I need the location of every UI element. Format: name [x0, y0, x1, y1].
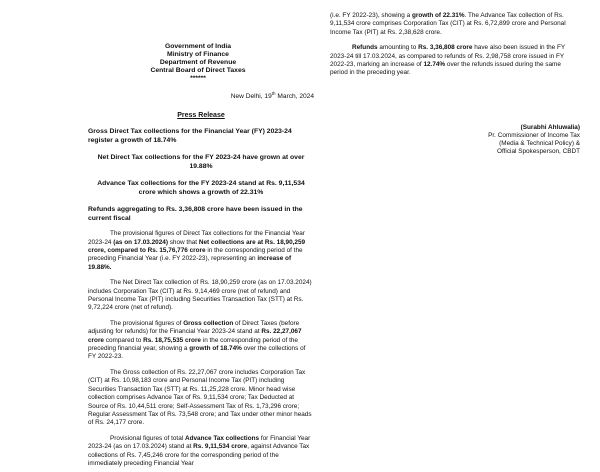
release-date — [88, 91, 314, 100]
text: in the corresponding period of the preceding financial year, showing a — [88, 336, 298, 353]
headline-3: Advance Tax collections for the FY 2023-24 stand at Rs. 9,11,534 crore which shows a growth of 22.31% — [97, 180, 305, 197]
text-bold: Rs. 9,11,534 crore — [193, 443, 248, 451]
right-column — [330, 12, 580, 156]
text-bold: Refunds — [352, 44, 378, 52]
headline-1: Gross Direct Tax collections for the Financial Year (FY) 2023-24 register a growth of 18.74% — [88, 128, 292, 145]
text: show that — [167, 238, 199, 246]
text: for Financial Year 2023-24 (as on 17.03.2024) stand at — [88, 434, 311, 451]
text: over the collections of FY 2022-23. — [88, 345, 306, 361]
text-bold: Rs. 18,75,535 crore — [143, 336, 201, 344]
left-column — [88, 43, 314, 468]
letterhead-line: Government of India — [164, 43, 232, 50]
text: in the corresponding period of the preceding Financial Year (i.e. FY 2022-23), representing an — [88, 247, 303, 263]
document-title: Press Release — [177, 112, 225, 120]
paragraph-gross-breakup: The Gross collection of Rs. 22,27,067 crore includes Corporation Tax (CIT) at Rs. 10,98,183 crore and Personal Income Tax (PIT) including Securities Transaction Tax (STT) at Rs. 11,25,228 crore. Minor head wise collection comprises Advance Tax of Rs. 9,11,534 crore; Tax Deducted at Source of Rs. 10,44,511 crore; Self-Assessment Tax of Rs. 1,73,296 crore; Regular Assessment Tax of Rs. 73,548 crore; and Tax under other minor heads of Rs. 24,177 crore. — [88, 368, 312, 427]
text-bold: growth of 22.31% — [411, 12, 465, 19]
paragraph-net-collections — [88, 230, 314, 272]
paragraph-gross-collections — [88, 320, 314, 362]
text-bold: 12.74% — [423, 61, 446, 69]
text-bold: Advance Tax collections — [184, 434, 260, 442]
text: compared to — [104, 336, 144, 344]
text-bold: Gross collection — [183, 319, 234, 327]
text: have also been issued in the FY 2023-24 till 17.03.2024, as compared to refunds of Rs. 2,98,758 crore issued in FY 2022-23, marking an increase of — [330, 44, 566, 69]
text-bold: Rs. 3,36,808 crore — [418, 44, 473, 52]
text: Provisional figures of total — [110, 434, 185, 442]
text: , against Advance Tax collections of Rs. 7,45,246 crore for the corresponding period of the immediately preceding Financial Year — [88, 443, 310, 467]
paragraph-refunds — [330, 44, 580, 78]
text-bold: Rs. 22,27,067 crore — [88, 328, 302, 344]
text: over the refunds issued during the same period in the preceding year. — [330, 61, 561, 77]
letterhead-line: Ministry of Finance — [167, 51, 229, 58]
paragraph-advance-tax-cont — [330, 12, 580, 37]
signatory-title: Official Spokesperson, CBDT — [497, 147, 580, 155]
signature-block — [330, 124, 580, 156]
paragraph-net-breakup: The Net Direct Tax collection of Rs. 18,90,259 crore (as on 17.03.2024) includes Corporation Tax (CIT) at Rs. 9,14,469 crore (net of refund) and Personal Income Tax (PIT) including Securities Transaction Tax (STT) at Rs. 9,72,224 crore (net of refund). — [88, 279, 312, 312]
text: amounting to — [377, 44, 419, 52]
letterhead-stars: ****** — [190, 75, 206, 82]
signatory-name: (Surabhi Ahluwalia) — [520, 123, 580, 131]
text: The provisional figures of — [110, 319, 184, 327]
date-suffix: March, 2024 — [275, 93, 314, 101]
date-sup: th — [271, 91, 276, 96]
text: (i.e. FY 2022-23), showing a — [330, 12, 412, 19]
text: . The Advance Tax collection of Rs. 9,11,534 crore comprises Corporation Tax (CIT) at Rs. 6,72,899 crore and Personal Income Tax (PIT) at Rs. 2,38,628 crore. — [330, 12, 566, 36]
text-bold: growth of 18.74% — [189, 345, 242, 353]
headline-2: Net Direct Tax collections for the FY 2023-24 have grown at over 19.88% — [97, 154, 305, 171]
text-bold: (as on 17.03.2024) — [113, 238, 168, 246]
headline-4: Refunds aggregating to Rs. 3,36,808 crore have been issued in the current fiscal — [88, 206, 303, 223]
paragraph-advance-tax — [88, 435, 314, 469]
text: The provisional figures of Direct Tax collections for the Financial Year 2023-24 — [88, 230, 305, 246]
letterhead — [128, 43, 268, 83]
signatory-title: Pr. Commissioner of Income Tax — [488, 131, 580, 139]
text: of Direct Taxes (before adjusting for refunds) for the Financial Year 2023-24 stand at — [88, 319, 300, 336]
text-bold: Net collections are at Rs. 18,90,259 crore, compared to Rs. 15,76,776 crore — [88, 238, 306, 254]
text-bold: increase of 19.88%. — [88, 255, 292, 271]
letterhead-line: Department of Revenue — [159, 59, 237, 66]
letterhead-line: Central Board of Direct Taxes — [150, 67, 246, 74]
signatory-title: (Media & Technical Policy) & — [499, 139, 580, 147]
date-prefix: New Delhi, 19 — [230, 93, 272, 101]
